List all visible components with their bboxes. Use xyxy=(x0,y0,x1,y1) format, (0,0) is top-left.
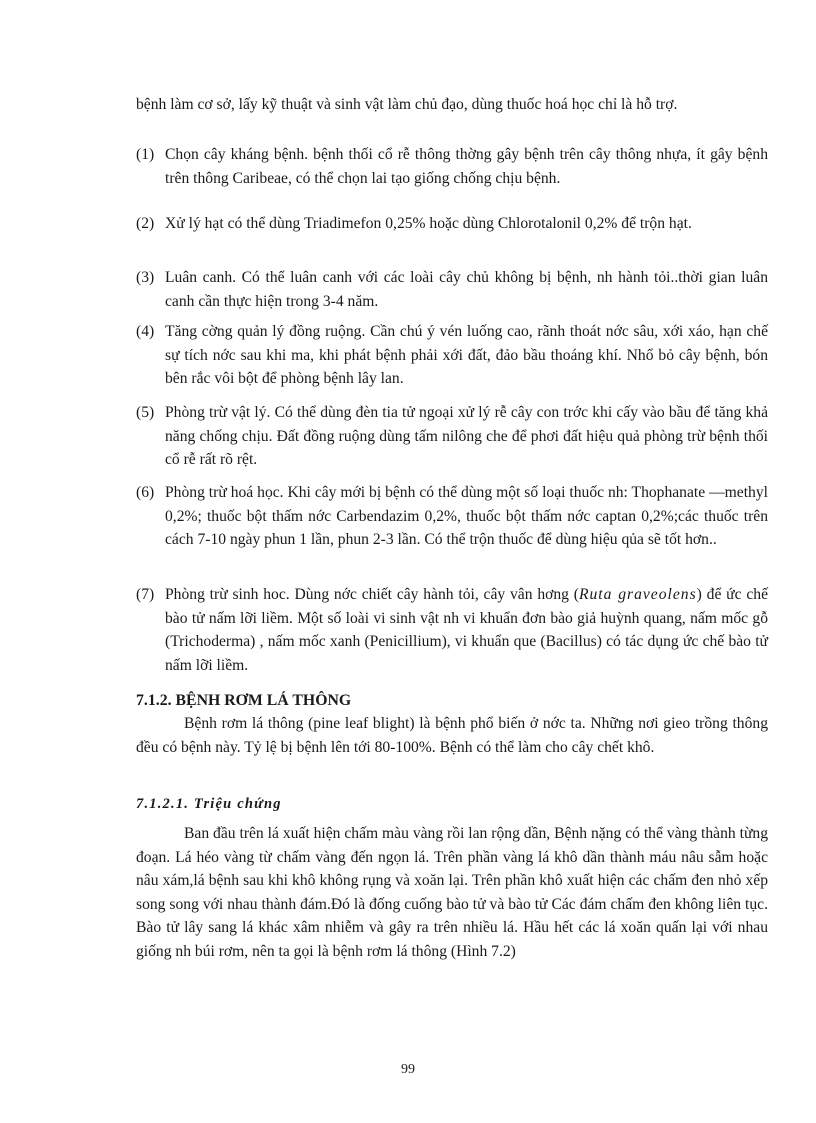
list-item-number: (2) xyxy=(136,215,155,232)
section-heading: 7.1.2. BỆNH RƠM LÁ THÔNG xyxy=(136,692,352,709)
symptom-paragraph: Ban đầu trên lá xuất hiện chấm màu vàng rồi lan rộng dần, Bệnh nặng có thể vàng thành từng đoạn. Lá héo vàng từ chấm vàng đến ngọn lá. Trên phần vàng lá khô dần thành máu nâu sẫm hoặc nâu xám,lá bệnh sau khi khô không rụng và xoăn lại. Trên phần khô xuất hiện các chấm đen nhỏ xếp song song với nhau thành đám.Đó là đống cuống bào tử và bào tử Các đám chấm đen không liên tục. Bào tử lây sang lá khác xâm nhiễm và gây ra trên nhiều lá. Hầu hết các lá xoăn quấn lại với nhau giống nh búi rơm, nên ta gọi là bệnh rơm lá thông (Hình 7.2) xyxy=(136,825,768,960)
list-item xyxy=(136,266,768,313)
list-item xyxy=(136,320,768,391)
list-item-number: (7) xyxy=(136,586,155,603)
list-item-text: Phòng trừ vật lý. Có thể dùng đèn tia tử ngoại xử lý rễ cây con trớc khi cấy vào bầu để tăng khả năng chống chịu. Đất đồng ruộng dùng tấm nilông che để phơi đất hiệu quả phòng trừ bệnh thối cổ rễ rất rõ rệt. xyxy=(165,404,768,468)
list-item xyxy=(136,212,768,236)
intro-paragraph: bệnh làm cơ sở, lấy kỹ thuật và sinh vật làm chủ đạo, dùng thuốc hoá học chỉ là hỗ trợ. xyxy=(136,96,678,113)
list-item-number: (1) xyxy=(136,146,155,163)
latin-species-name: Ruta graveolens xyxy=(578,586,697,603)
subsection-heading: 7.1.2.1. Triệu chứng xyxy=(136,796,282,812)
list-item xyxy=(136,583,768,677)
list-item xyxy=(136,401,768,472)
list-item-text-after: ) để ức chế bào tử nấm lỡi liềm. Một số loài vi sinh vật nh vi khuẩn đơn bào giả huỳnh quang, nấm mốc gỗ (Trichoderma) , nấm mốc xanh (Penicillium), vi khuẩn que (Bacillus) có tác dụng ức chế bào tử nấm lỡi liềm. xyxy=(165,586,769,674)
list-item-text: Phòng trừ hoá học. Khi cây mới bị bệnh có thể dùng một số loại thuốc nh: Thophanate —methyl 0,2%; thuốc bột thấm nớc Carbendazim 0,2%, thuốc bột thấm nớc captan 0,2%;các thuốc trên cách 7-10 ngày phun 1 lần, phun 2-3 lần. Có thể trộn thuốc để dùng hiệu qủa sẽ tốt hơn.. xyxy=(165,484,768,548)
list-item-text: Luân canh. Có thể luân canh với các loài cây chủ không bị bệnh, nh hành tỏi..thời gian luân canh cần thực hiện trong 3-4 năm. xyxy=(165,269,768,310)
list-item-number: (5) xyxy=(136,404,155,421)
list-item xyxy=(136,481,768,552)
list-item-number: (6) xyxy=(136,484,155,501)
section-paragraph: Bệnh rơm lá thông (pine leaf blight) là bệnh phổ biến ở nớc ta. Những nơi gieo trồng thông đều có bệnh này. Tỷ lệ bị bệnh lên tới 80-100%. Bệnh có thể làm cho cây chết khô. xyxy=(136,715,768,756)
list-item-text xyxy=(165,583,768,677)
list-item-text: Tăng cờng quản lý đồng ruộng. Cần chú ý vén luống cao, rãnh thoát nớc sâu, xới xáo, hạn chế sự tích nớc sau khi ma, khi phát bệnh phải xới đất, đảo bầu thoáng khí. Nhổ bỏ cây bệnh, bón bên rắc vôi bột để phòng bệnh lây lan. xyxy=(165,323,768,387)
list-item-text: Xử lý hạt có thể dùng Triadimefon 0,25% hoặc dùng Chlorotalonil 0,2% để trộn hạt. xyxy=(165,215,692,232)
list-item-number: (4) xyxy=(136,323,155,340)
page-number: 99 xyxy=(401,1062,415,1077)
list-item-text-before: Phòng trừ sinh hoc. Dùng nớc chiết cây hành tỏi, cây vân hơng ( xyxy=(165,586,579,603)
list-item-text: Chọn cây kháng bệnh. bệnh thối cổ rễ thông thờng gây bệnh trên cây thông nhựa, ít gây bệnh trên thông Caribeae, có thể chọn lai tạo giống chống chịu bệnh. xyxy=(165,146,768,187)
list-item xyxy=(136,143,768,190)
list-item-number: (3) xyxy=(136,269,155,286)
